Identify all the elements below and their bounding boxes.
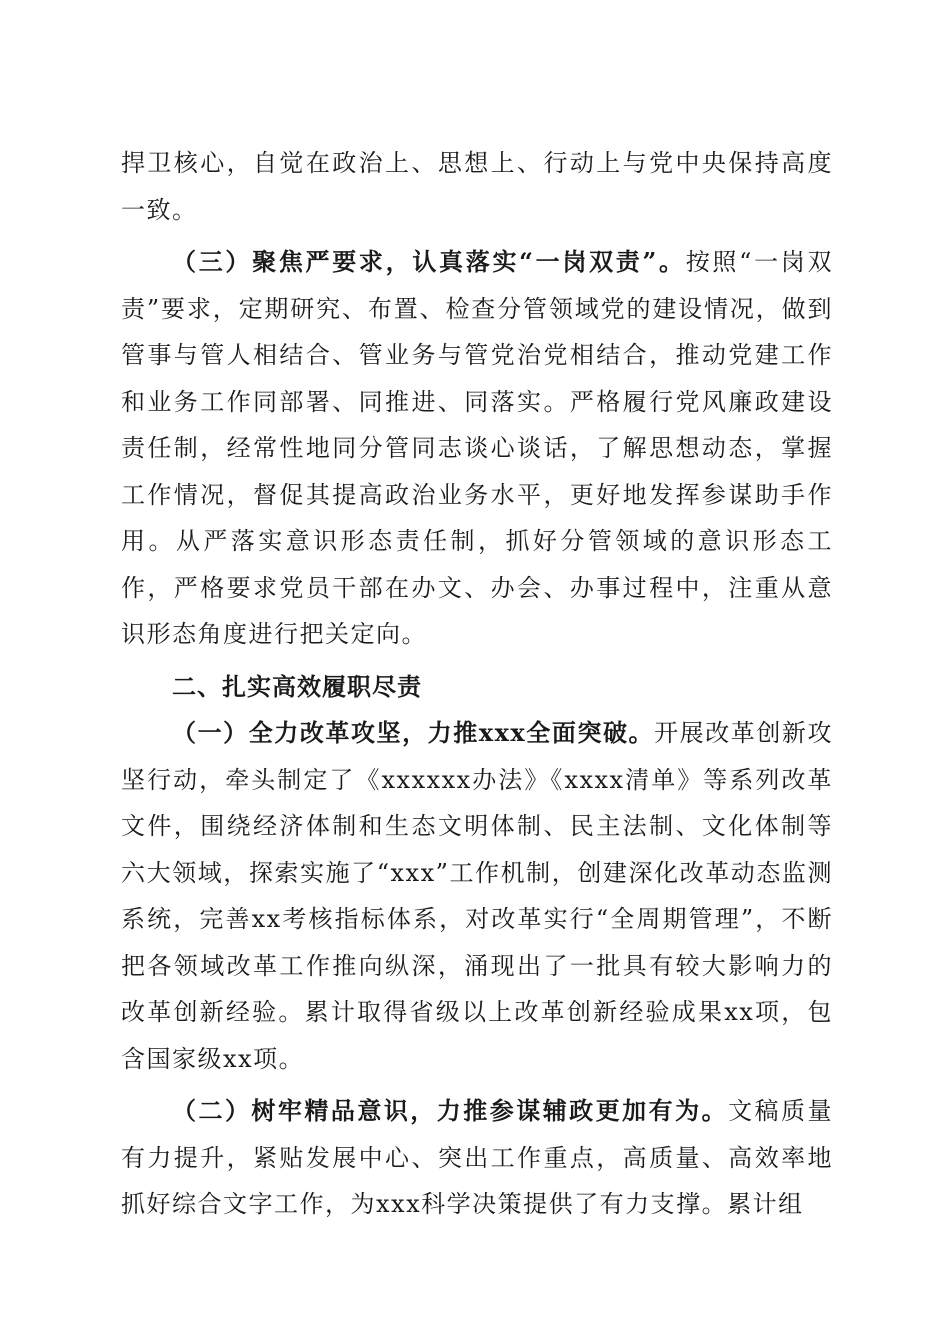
- document-body: [121, 140, 833, 1228]
- paragraph-text: 文稿质量有力提升，紧贴发展中心、突出工作重点，高质量、高效率地抓好综合文字工作，为xxx科学决策提供了有力支撑。累计组: [121, 1097, 833, 1218]
- section-heading: 二、扎实高效履职尽责: [172, 672, 422, 701]
- paragraph-text: 捍卫核心，自觉在政治上、思想上、行动上与党中央保持高度一致。: [121, 149, 833, 224]
- paragraph-one-post-two-duties: [121, 239, 833, 658]
- paragraph-lead: （二）树牢精品意识，力推参谋辅政更加有为。: [172, 1096, 729, 1125]
- paragraph-lead: （三）聚焦严要求，认真落实“一岗双责”。: [172, 247, 686, 276]
- paragraph-text: 开展改革创新攻坚行动，牵头制定了《xxxxxx办法》《xxxx清单》等系列改革文件，围绕经济体制和生态文明体制、民主法制、文化体制等六大领域，探索实施了“xxx”工作机制，创建深化改革动态监测系统，完善xx考核指标体系，对改革实行“全周期管理”，不断把各领域改革工作推向纵深，涌现出了一批具有较大影响力的改革创新经验。累计取得省级以上改革创新经验成果xx项，包含国家级xx项。: [121, 719, 833, 1073]
- paragraph-continuation: [121, 140, 833, 233]
- paragraph-lead: （一）全力改革攻坚，力推xxx全面突破。: [172, 718, 655, 747]
- paragraph-reform: [121, 710, 833, 1082]
- paragraph-text: 按照“一岗双责”要求，定期研究、布置、检查分管领域党的建设情况，做到管事与管人相结合、管业务与管党治党相结合，推动党建工作和业务工作同部署、同推进、同落实。严格履行党风廉政建设责任制，经常性地同分管同志谈心谈话，了解思想动态，掌握工作情况，督促其提高政治业务水平，更好地发挥参谋助手作用。从严落实意识形态责任制，抓好分管领域的意识形态工作，严格要求党员干部在办文、办会、办事过程中，注重从意识形态角度进行把关定向。: [121, 248, 833, 648]
- paragraph-quality: [121, 1088, 833, 1228]
